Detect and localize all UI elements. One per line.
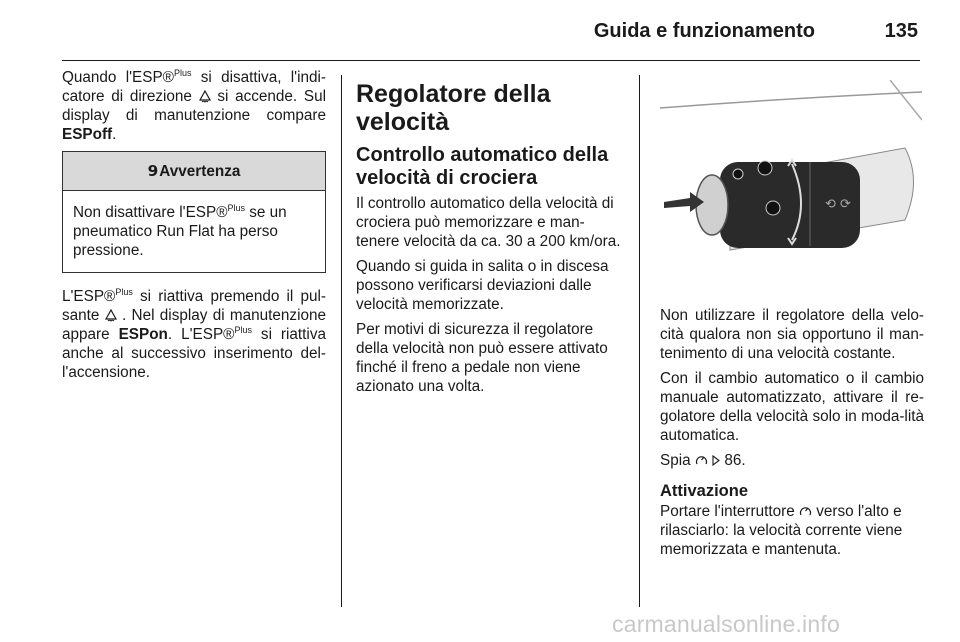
esp-off-paragraph: Quando l'ESP®$^{Plus}$ si disattiva, l'indi-catore di direzione si accende. Sul display di manutenzione compare ESPoff.	[62, 68, 326, 143]
esp-on-paragraph: L'ESP®$^{Plus}$ si riattiva premendo il pul-sante . Nel display di manutenzione appare ESPon. L'ESP®$^{Plus}$ si riattiva anche al successivo inserimento del-l'accensione.	[62, 287, 327, 381]
activation-heading: Attivazione	[660, 482, 749, 500]
column-divider-2	[639, 75, 640, 607]
watermark: carmanualsonline.info	[612, 611, 840, 637]
slope-paragraph: Quando si guida in salita o in discesa possono verificarsi deviazioni dalle velocità memorizzate.	[356, 258, 609, 313]
warning-header	[63, 152, 325, 191]
cruise-control-lever-illustration	[660, 80, 922, 290]
column-3	[660, 306, 924, 565]
column-1	[62, 68, 326, 388]
column-2	[356, 78, 624, 402]
section-title: Regolatore della velocità	[356, 80, 551, 136]
column-divider-1	[341, 75, 342, 607]
page-reference-icon	[712, 452, 720, 469]
page-number: 135	[884, 20, 918, 42]
cruise-control-switch-icon	[799, 503, 812, 520]
header-rule	[62, 60, 920, 61]
warning-title: Avvertenza	[159, 162, 241, 180]
intro-paragraph: Il controllo automatico della velocità di crociera può memorizzare e man-tenere velocità da ca. 30 a 200 km/ora.	[356, 195, 621, 250]
automatic-mode-paragraph: Con il cambio automatico o il cambio manuale automatizzato, attivare il re-golatore della velocità solo in moda-lità automatica.	[660, 370, 924, 444]
svg-text:⟲ ⟳: ⟲ ⟳	[825, 197, 851, 212]
usage-caution-paragraph: Non utilizzare il regolatore della velo-cità qualora non sia opportuno il man-tenimento di una velocità costante.	[660, 307, 924, 362]
activation-paragraph: Portare l'interruttore verso l'alto e rilasciarlo: la velocità corrente viene memorizzata e mantenuta.	[660, 503, 903, 558]
cruise-control-icon	[695, 452, 708, 469]
safety-paragraph: Per motivi di sicurezza il regolatore della velocità non può essere attivato finché il freno a pedale non viene azionato una volta.	[356, 321, 608, 395]
warning-box	[62, 151, 326, 273]
page-header-title: Guida e funzionamento	[593, 20, 815, 42]
indicator-paragraph: Spia 86.	[660, 452, 746, 469]
warning-text: Non disattivare l'ESP®$^{Plus}$ se un pneumatico Run Flat ha perso pressione.	[73, 203, 287, 259]
warning-symbol: 9	[147, 161, 159, 180]
subsection-title: Controllo automatico della velocità di crociera	[356, 144, 609, 189]
esp-button-icon	[105, 307, 122, 324]
esp-warning-icon	[199, 88, 218, 105]
